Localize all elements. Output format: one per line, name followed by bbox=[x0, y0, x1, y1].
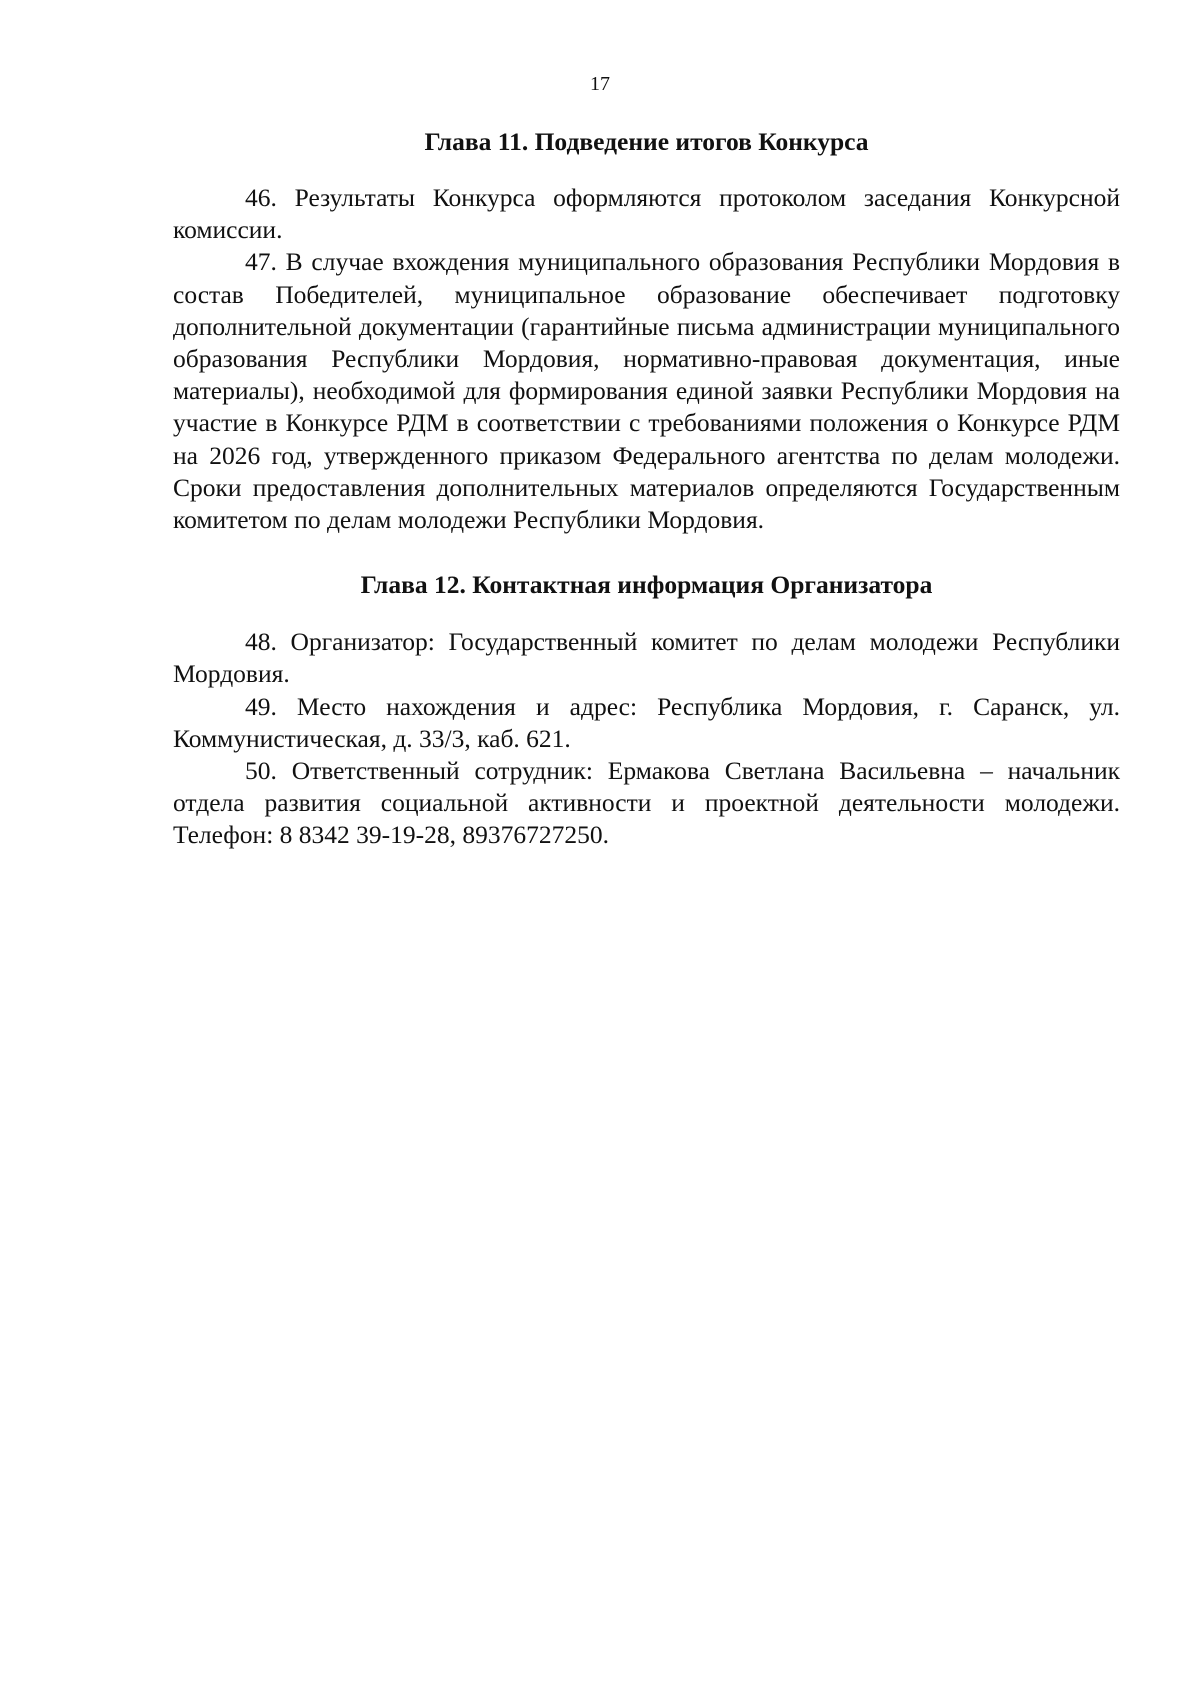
chapter-12-section bbox=[173, 565, 1120, 851]
paragraph-49: 49. Место нахождения и адрес: Республика Мордовия, г. Саранск, ул. Коммунистическая, д. 33/3, каб. 621. bbox=[173, 691, 1120, 753]
chapter-11-section bbox=[173, 122, 1120, 536]
paragraph-47: 47. В случае вхождения муниципального образования Республики Мордовия в состав Победителей, муниципальное образование обеспечивает подготовку дополнительной документации (гарантийные письма администрации муниципального образования Республики Мордовия, нормативно-правовая документация, иные материалы), необходимой для формирования единой заявки Республики Мордовия на участие в Конкурсе РДМ в соответствии с требованиями положения о Конкурсе РДМ на 2026 год, утвержденного приказом Федерального агентства по делам молодежи. Сроки предоставления дополнительных материалов определяются Государственным комитетом по делам молодежи Республики Мордовия. bbox=[173, 247, 1120, 535]
page-number: 17 bbox=[590, 73, 610, 95]
paragraph-48: 48. Организатор: Государственный комитет по делам молодежи Республики Мордовия. bbox=[173, 627, 1120, 689]
document-body bbox=[173, 122, 1120, 852]
chapter-11-heading: Глава 11. Подведение итогов Конкурса bbox=[424, 127, 869, 156]
paragraph-46: 46. Результаты Конкурса оформляются протоколом заседания Конкурсной комиссии. bbox=[173, 183, 1120, 245]
chapter-12-heading: Глава 12. Контактная информация Организатора bbox=[360, 570, 933, 600]
paragraph-50: 50. Ответственный сотрудник: Ермакова Светлана Васильевна – начальник отдела развития социальной активности и проектной деятельности молодежи. Телефон: 8 8342 39-19-28, 89376727250. bbox=[173, 756, 1120, 850]
